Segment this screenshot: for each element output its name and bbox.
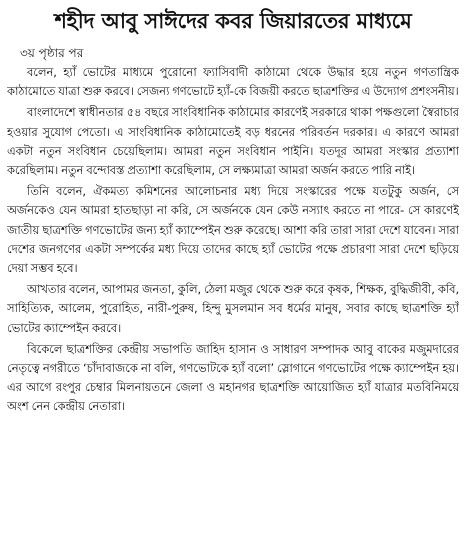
paragraph: বাংলাদেশে স্বাধীনতার ৫৪ বছরে সাংবিধানিক কাঠামোর কারণেই সরকারে থাকা পক্ষগুলো স্বৈরাচার হওয়ার সুযোগ পেতো। এ সাংবিধানিক কাঠামোতেই বড় ধরনের পরিবর্তন দরকার। এ কারণে আমরা একটা নতুন সংবিধান চেয়েছিলাম। আমরা নতুন সংবিধান পাইনি। যতদূর আমরা সংস্কার প্রত্যাশা করেছিলাম। নতুন বন্দোবস্ত প্রত্যাশা করেছিলাম, সে লক্ষ্যমাত্রা আমরা অর্জন করতে পারি নাই। bbox=[7, 105, 459, 178]
article-body bbox=[7, 63, 459, 555]
paragraph: বিকেলে ছাত্রশক্তির কেন্দ্রীয় সভাপতি জাহিদ হাসান ও সাধারণ সম্পাদক আবু বাকের মজুমদারের নেতৃত্বে নগরীতে ‘চাঁদাবাজকে না বলি, গণভোটকে হ্যাঁ বলো’ স্লোগানে গণভোটের পক্ষে ক্যাম্পেইন হয়। এর আগে রংপুর চেম্বার মিলনায়তনে জেলা ও মহানগর ছাত্রশক্তি আয়োজিত হ্যাঁ যাত্রার মতবিনিময়ে অংশ নেন কেন্দ্রীয় নেতারা। bbox=[7, 341, 459, 414]
continued-from-label: ৩য় পৃষ্ঠার পর bbox=[20, 46, 84, 60]
paragraph: আখতার বলেন, আপামর জনতা, কুলি, ঠেলা মজুর থেকে শুরু করে কৃষক, শিক্ষক, বুদ্ধিজীবী, কবি, সাহিত্যিক, আলেম, পুরোহিত, নারী-পুরুষ, হিন্দু মুসলমান সব ধর্মের মানুষ, সবার কাছে ছাত্রশক্তি হ্যাঁ ভোটের ক্যাম্পেইন করবে। bbox=[7, 282, 459, 335]
paragraph: বলেন, হ্যাঁ ভোটের মাধ্যমে পুরোনো ফ্যাসিবাদী কাঠামো থেকে উদ্ধার হয়ে নতুন গণতান্ত্রিক কাঠামোতে যাত্রা শুরু করবে। সেজন্য গণভোটে হ্যাঁ-কে বিজয়ী করতে ছাত্রশক্তির এ উদ্যোগ প্রশংসনীয়। bbox=[7, 65, 459, 99]
paragraph: তিনি বলেন, ঐকমত্য কমিশনের আলোচনার মধ্য দিয়ে সংস্কারের পক্ষে যতটুকু অর্জন, সে অর্জনকেও যেন আমরা হাতছাড়া না করি, সে অর্জনকে যেন কেউ নস্যাৎ করতে না পারে- সে কারণেই জাতীয় ছাত্রশক্তি গণভোটের জন্য হ্যাঁ ক্যাম্পেইন শুরু করেছে। আশা করি তারা সারা দেশে যাবেন। সারা দেশের জনগণের একটা সম্পর্কের মধ্য দিয়ে তাদের কাছে হ্যাঁ ভোটের পক্ষে প্রচারণা সারা দেশে ছড়িয়ে দেয়া সম্ভব হবে। bbox=[7, 184, 459, 276]
headline: শহীদ আবু সাঈদের কবর জিয়ারতের মাধ্যমে bbox=[54, 9, 412, 33]
